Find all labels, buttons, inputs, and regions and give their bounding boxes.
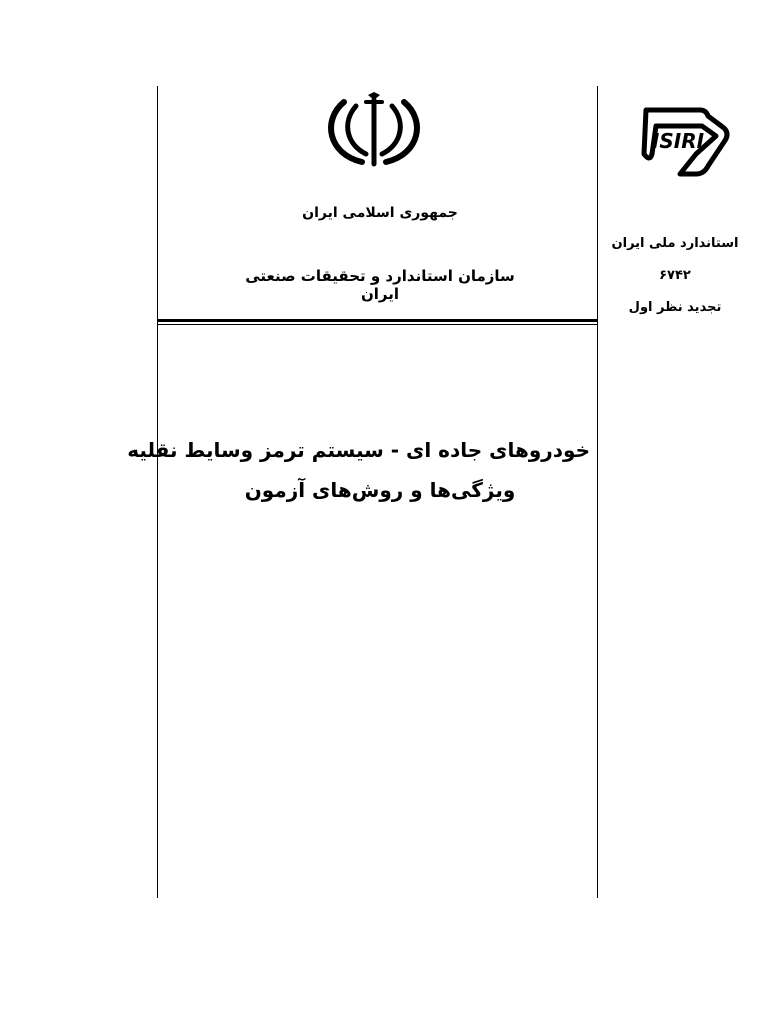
logo-text: ISIRI xyxy=(651,129,705,153)
header-divider-thin xyxy=(157,324,598,325)
left-border-line xyxy=(157,86,158,898)
isiri-logo-icon xyxy=(638,106,732,178)
organization-name: سازمان استاندارد و تحقیقات صنعتی ایران xyxy=(245,267,515,303)
document-title-line2: ویژگی‌ها و روش‌های آزمون xyxy=(244,478,516,502)
revision-label: تجدید نظر اول xyxy=(628,300,722,315)
right-border-line xyxy=(597,86,598,898)
document-title-line1: خودروهای جاده ای - سیستم ترمز وسایط نقلیه xyxy=(127,438,590,462)
republic-name: جمهوری اسلامی ایران xyxy=(302,205,458,221)
standard-label: استاندارد ملی ایران xyxy=(611,236,739,251)
header-divider-thick xyxy=(157,319,598,322)
standard-number: ۶۷۴۲ xyxy=(659,268,691,283)
iran-emblem-icon xyxy=(322,92,426,168)
